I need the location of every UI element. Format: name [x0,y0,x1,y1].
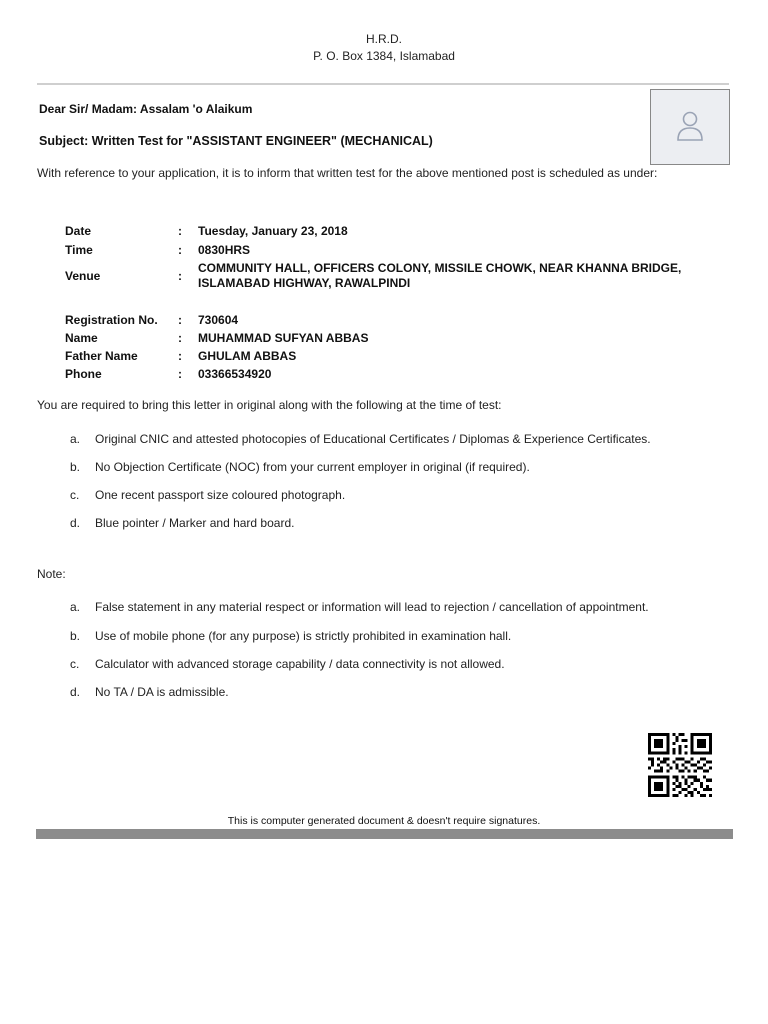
list-marker: b. [70,460,81,474]
date-value: Tuesday, January 23, 2018 [198,224,348,238]
list-marker: d. [70,685,81,699]
qr-code-icon [646,733,714,797]
list-marker: a. [70,600,81,614]
list-text: Original CNIC and attested photocopies of Educational Certificates / Diplomas & Experience Certificates. [95,432,651,446]
colon: : [178,224,182,238]
name-value: MUHAMMAD SUFYAN ABBAS [198,331,369,345]
colon: : [178,367,182,381]
salutation: Dear Sir/ Madam: Assalam 'o Alaikum [39,102,253,116]
registration-value: 730604 [198,313,239,327]
father-name-label: Father Name [65,349,138,363]
header-divider [37,83,729,85]
footer-bar [36,829,733,839]
time-value: 0830HRS [198,243,251,257]
photo-placeholder [650,89,730,165]
org-address: P. O. Box 1384, Islamabad [313,49,455,63]
list-text: One recent passport size coloured photograph. [95,488,346,502]
intro-paragraph: With reference to your application, it is to inform that written test for the above mentioned post is scheduled as under: [37,166,658,180]
list-text: Calculator with advanced storage capability / data connectivity is not allowed. [95,657,505,671]
colon: : [178,331,182,345]
list-text: False statement in any material respect or information will lead to rejection / cancellation of appointment. [95,600,649,614]
list-text: No TA / DA is admissible. [95,685,229,699]
list-marker: a. [70,432,81,446]
list-text: Use of mobile phone (for any purpose) is strictly prohibited in examination hall. [95,629,512,643]
venue-value: COMMUNITY HALL, OFFICERS COLONY, MISSILE CHOWK, NEAR KHANNA BRIDGE, ISLAMABAD HIGHWAY, RAWALPINDI [198,261,682,290]
phone-value: 03366534920 [198,367,272,381]
colon: : [178,349,182,363]
phone-label: Phone [65,367,102,381]
list-marker: b. [70,629,81,643]
list-marker: c. [70,657,80,671]
list-text: No Objection Certificate (NOC) from your current employer in original (if required). [95,460,530,474]
date-label: Date [65,224,92,238]
list-marker: d. [70,516,81,530]
registration-label: Registration No. [65,313,158,327]
venue-label: Venue [65,269,101,283]
org-name: H.R.D. [366,32,402,46]
requirements-intro: You are required to bring this letter in original along with the following at the time of test: [37,398,502,412]
list-text: Blue pointer / Marker and hard board. [95,516,295,530]
note-label: Note: [37,567,66,581]
father-name-value: GHULAM ABBAS [198,349,297,363]
colon: : [178,313,182,327]
time-label: Time [65,243,93,257]
person-icon [675,110,705,142]
name-label: Name [65,331,98,345]
subject-line: Subject: Written Test for "ASSISTANT ENGINEER" (MECHANICAL) [39,134,433,148]
colon: : [178,243,182,257]
footer-note: This is computer generated document & doesn't require signatures. [227,815,541,827]
colon: : [178,269,182,283]
list-marker: c. [70,488,80,502]
